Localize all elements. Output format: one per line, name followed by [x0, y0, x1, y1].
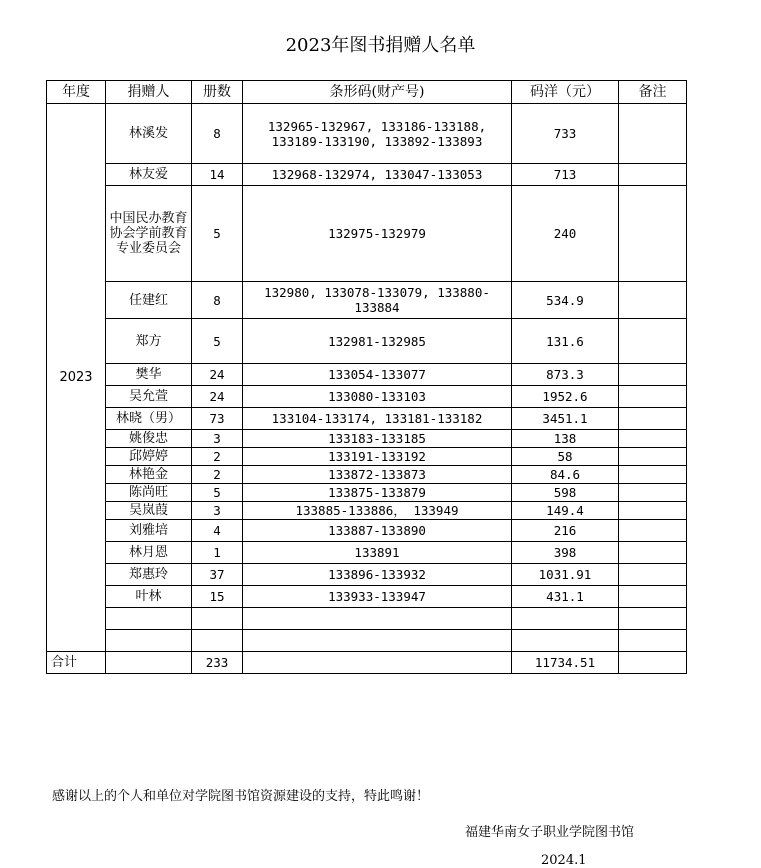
price-value: 216	[512, 520, 619, 542]
note-cell	[619, 466, 687, 484]
empty-row	[47, 630, 687, 652]
donor-table	[46, 80, 687, 674]
empty-cell	[512, 630, 619, 652]
barcode-range: 132968-132974, 133047-133053	[243, 164, 512, 186]
table-row	[47, 186, 687, 282]
note-cell	[619, 502, 687, 520]
header-price: 码洋（元）	[512, 81, 619, 104]
header-donor: 捐赠人	[106, 81, 192, 104]
year-cell: 2023	[47, 104, 106, 652]
donor-name: 林友爱	[106, 164, 192, 186]
table-row	[47, 586, 687, 608]
book-count: 2	[192, 448, 243, 466]
note-cell	[619, 564, 687, 586]
header-note: 备注	[619, 81, 687, 104]
header-barcode: 条形码(财产号)	[243, 81, 512, 104]
note-cell	[619, 586, 687, 608]
price-value: 713	[512, 164, 619, 186]
table-row	[47, 386, 687, 408]
empty-cell	[619, 630, 687, 652]
price-value: 1952.6	[512, 386, 619, 408]
barcode-range: 133933-133947	[243, 586, 512, 608]
empty-cell	[512, 608, 619, 630]
table-row	[47, 502, 687, 520]
book-count: 3	[192, 502, 243, 520]
note-cell	[619, 430, 687, 448]
price-value: 398	[512, 542, 619, 564]
note-cell	[619, 542, 687, 564]
table-row	[47, 484, 687, 502]
empty-cell	[243, 608, 512, 630]
table-row	[47, 364, 687, 386]
book-count: 5	[192, 484, 243, 502]
barcode-range: 133191-133192	[243, 448, 512, 466]
book-count: 73	[192, 408, 243, 430]
note-cell	[619, 104, 687, 164]
note-cell	[619, 448, 687, 466]
donor-name: 中国民办教育协会学前教育专业委员会	[106, 186, 192, 282]
table-row	[47, 466, 687, 484]
barcode-range: 133872-133873	[243, 466, 512, 484]
donor-name: 林晓（男）	[106, 408, 192, 430]
book-count: 24	[192, 364, 243, 386]
price-value: 84.6	[512, 466, 619, 484]
note-cell	[619, 408, 687, 430]
note-cell	[619, 386, 687, 408]
barcode-range: 132980, 133078-133079, 133880-133884	[243, 282, 512, 319]
date-text: 2024.1	[541, 853, 587, 868]
total-count: 233	[192, 652, 243, 674]
table-row	[47, 520, 687, 542]
price-value: 3451.1	[512, 408, 619, 430]
book-count: 5	[192, 319, 243, 364]
donor-name: 郑方	[106, 319, 192, 364]
book-count: 1	[192, 542, 243, 564]
price-value: 733	[512, 104, 619, 164]
total-label: 合计	[47, 652, 106, 674]
header-year: 年度	[47, 81, 106, 104]
total-price: 11734.51	[512, 652, 619, 674]
empty-cell	[192, 608, 243, 630]
donor-name: 吴允萱	[106, 386, 192, 408]
empty-cell	[192, 630, 243, 652]
barcode-range: 133054-133077	[243, 364, 512, 386]
book-count: 8	[192, 282, 243, 319]
note-cell	[619, 319, 687, 364]
table-row	[47, 282, 687, 319]
barcode-range: 133875-133879	[243, 484, 512, 502]
table-row	[47, 448, 687, 466]
donor-name: 陈尚旺	[106, 484, 192, 502]
empty-cell	[243, 630, 512, 652]
price-value: 1031.91	[512, 564, 619, 586]
total-empty-cell	[243, 652, 512, 674]
organization-name: 福建华南女子职业学院图书馆	[465, 825, 635, 840]
page-title: 2023年图书捐赠人名单	[285, 35, 476, 56]
barcode-range: 133080-133103	[243, 386, 512, 408]
price-value: 138	[512, 430, 619, 448]
table-row	[47, 408, 687, 430]
donor-name: 任建红	[106, 282, 192, 319]
book-count: 5	[192, 186, 243, 282]
book-count: 4	[192, 520, 243, 542]
price-value: 534.9	[512, 282, 619, 319]
donor-name: 樊华	[106, 364, 192, 386]
barcode-range: 133885-133886， 133949	[243, 502, 512, 520]
barcode-range: 132981-132985	[243, 319, 512, 364]
empty-cell	[106, 608, 192, 630]
donor-name: 邱婷婷	[106, 448, 192, 466]
barcode-range: 132975-132979	[243, 186, 512, 282]
donor-name: 姚俊忠	[106, 430, 192, 448]
table-row	[47, 104, 687, 164]
table-row	[47, 319, 687, 364]
donor-name: 郑惠玲	[106, 564, 192, 586]
barcode-range: 133887-133890	[243, 520, 512, 542]
empty-cell	[619, 608, 687, 630]
table-row	[47, 542, 687, 564]
donor-name: 吴岚葭	[106, 502, 192, 520]
empty-row	[47, 608, 687, 630]
book-count: 3	[192, 430, 243, 448]
price-value: 149.4	[512, 502, 619, 520]
note-cell	[619, 186, 687, 282]
barcode-range: 133183-133185	[243, 430, 512, 448]
note-cell	[619, 164, 687, 186]
donor-name: 林月恩	[106, 542, 192, 564]
book-count: 15	[192, 586, 243, 608]
book-count: 8	[192, 104, 243, 164]
empty-cell	[106, 630, 192, 652]
price-value: 598	[512, 484, 619, 502]
total-empty-cell	[619, 652, 687, 674]
table-row	[47, 430, 687, 448]
thanks-text: 感谢以上的个人和单位对学院图书馆资源建设的支持，特此鸣谢！	[52, 789, 430, 804]
donor-name: 林艳金	[106, 466, 192, 484]
book-count: 14	[192, 164, 243, 186]
book-count: 24	[192, 386, 243, 408]
barcode-range: 132965-132967, 133186-133188, 133189-133190, 133892-133893	[243, 104, 512, 164]
barcode-range: 133891	[243, 542, 512, 564]
price-value: 431.1	[512, 586, 619, 608]
price-value: 58	[512, 448, 619, 466]
donor-name: 刘雅培	[106, 520, 192, 542]
table-header-row	[47, 81, 687, 104]
table-row	[47, 164, 687, 186]
barcode-range: 133896-133932	[243, 564, 512, 586]
table-row	[47, 564, 687, 586]
header-count: 册数	[192, 81, 243, 104]
donor-name: 叶林	[106, 586, 192, 608]
total-empty-cell	[106, 652, 192, 674]
price-value: 131.6	[512, 319, 619, 364]
note-cell	[619, 484, 687, 502]
price-value: 240	[512, 186, 619, 282]
note-cell	[619, 282, 687, 319]
book-count: 37	[192, 564, 243, 586]
price-value: 873.3	[512, 364, 619, 386]
donor-name: 林溪发	[106, 104, 192, 164]
note-cell	[619, 520, 687, 542]
book-count: 2	[192, 466, 243, 484]
note-cell	[619, 364, 687, 386]
total-row	[47, 652, 687, 674]
barcode-range: 133104-133174, 133181-133182	[243, 408, 512, 430]
